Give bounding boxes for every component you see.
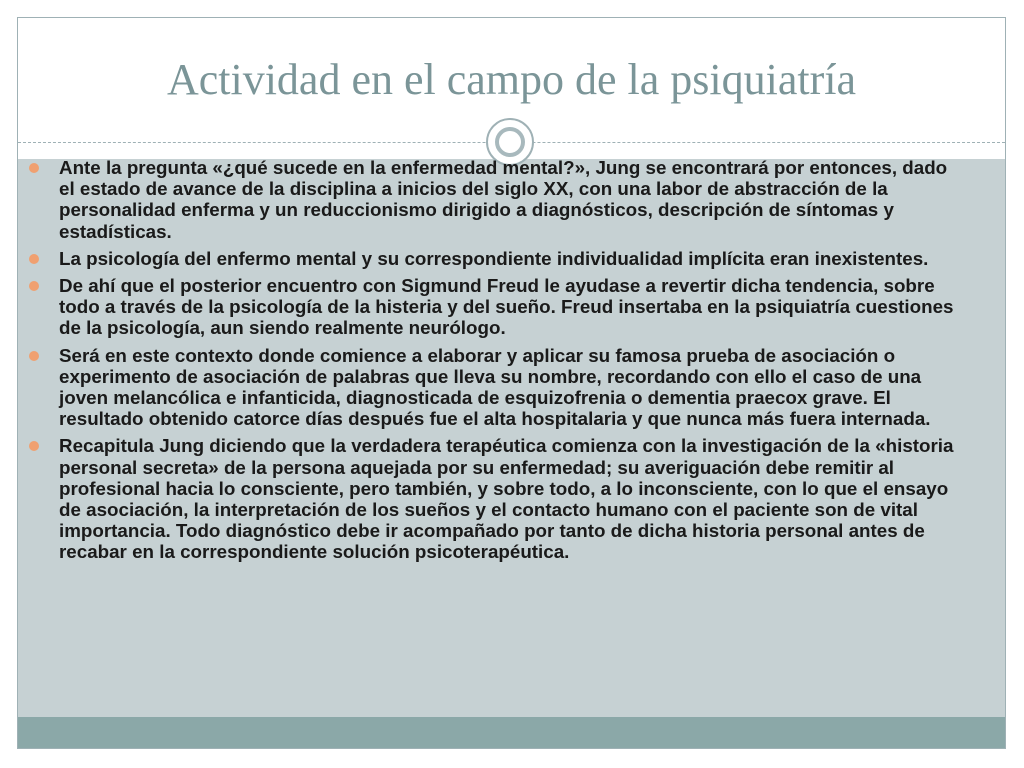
bullet-dot-icon — [29, 254, 39, 264]
slide-title: Actividad en el campo de la psiquiatría — [166, 55, 857, 104]
bullet-text: La psicología del enfermo mental y su correspondiente individualidad implícita eran inexistentes. — [59, 247, 929, 269]
bullet-item — [24, 157, 954, 242]
bullet-text: Será en este contexto donde comience a elaborar y aplicar su famosa prueba de asociación o experimento de asociación de palabras que lleva su nombre, recordando con ello el caso de una joven melancólica e infanticida, diagnosticada de esquizofrenia o dementia praecox grave. El resultado obtenido catorce días después fue el alta hospitalaria y que nunca más fuera internada. — [59, 344, 931, 430]
bullet-dot-icon — [29, 351, 39, 361]
bullet-item — [24, 248, 954, 269]
bullet-item — [24, 435, 954, 562]
bullet-dot-icon — [29, 163, 39, 173]
bottom-bar — [18, 717, 1005, 749]
bullet-text: De ahí que el posterior encuentro con Sigmund Freud le ayudase a revertir dicha tendencia, sobre todo a través de la psicología de la histeria y del sueño. Freud insertaba en la psiquiatría cuestiones de la psicología, aun siendo realmente neurólogo. — [59, 275, 954, 339]
bullet-text: Ante la pregunta «¿qué sucede en la enfermedad mental?», Jung se encontrará por entonces, dado el estado de avance de la disciplina a inicios del siglo XX, con una labor de abstracción de la personalidad enferma y un reduccionismo dirigido a diagnósticos, descripción de síntomas y estadísticas. — [59, 157, 948, 242]
bullet-item — [24, 275, 954, 339]
inner-ring-icon — [495, 127, 525, 157]
bullet-dot-icon — [29, 281, 39, 291]
bullet-list — [24, 157, 954, 569]
bullet-text: Recapitula Jung diciendo que la verdadera terapéutica comienza con la investigación de la «historia personal secreta» de la persona aquejada por su enfermedad; su averiguación debe remitir al profesional hacia lo consciente, pero también, y sobre todo, a lo inconsciente, con lo que el ensayo de asociación, la interpretación de los sueños y el contacto humano con el paciente son de vital importancia. Todo diagnóstico debe ir acompañado por tanto de dicha historia personal antes de recabar en la correspondiente solución psicoterapéutica. — [59, 435, 954, 563]
bullet-item — [24, 345, 954, 430]
bullet-dot-icon — [29, 441, 39, 451]
